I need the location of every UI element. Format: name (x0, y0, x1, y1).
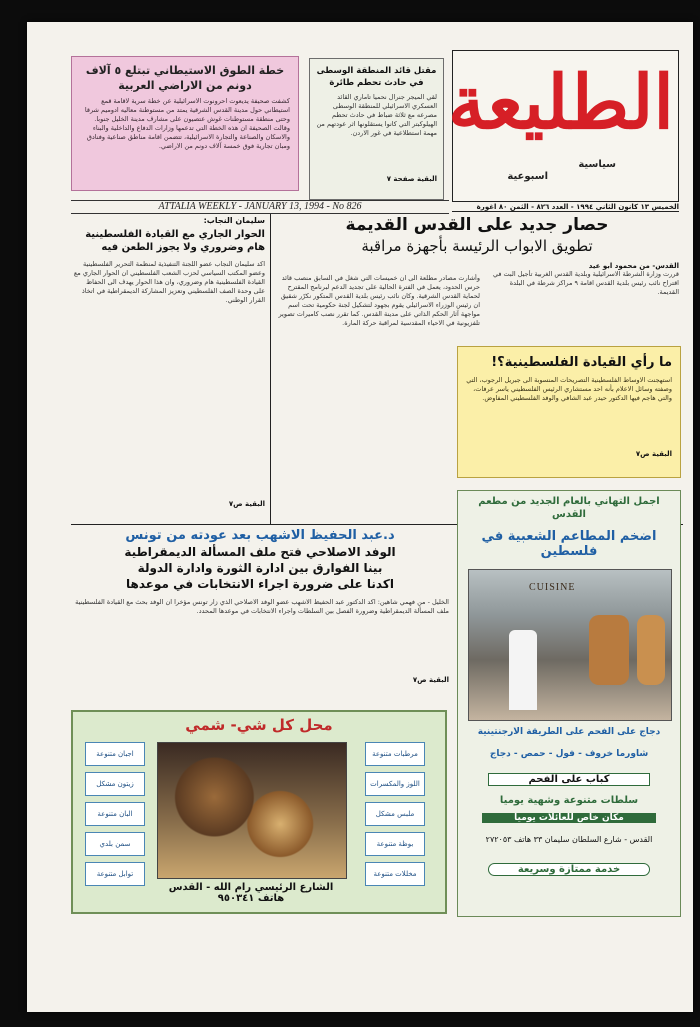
tunis-kicker: د.عبد الحفيظ الاشهب بعد عودته من تونس (125, 528, 395, 543)
settlement-body: كشفت صحيفة يديعوت احرونوت الاسرائيلية عن خطة سرية لاقامة قمع استيطاني حول مدينة القدس الشرقية يمتد من مستوطنة معاليه ادوميم شرقا وحتى منطقة مستوطنات غوش عتصيون على مشارف مدينة الخليل جنوبا. وقالت الصحيفة ان هذه الخطة التي تدعمها وزارات الدفاع والداخلية والبناء والاسكان والصناعة والتجارة الاسرائيلية، تتضمن اقامة مناطق صناعية وفنادق ومبان تجارية فوق خمسة آلاف دونم من الاراضي. (84, 97, 290, 150)
tunis-article (71, 527, 449, 707)
shop-item-left-4: توابل متنوعة (85, 862, 145, 886)
restaurant-ad (457, 490, 681, 917)
tunis-body: الخليل - من فهمي شاهين: اكد الدكتور عبد الحفيظ الاشهب عضو الوفد الاصلاحي الذي زار تونس مؤخرا ان الوفد بحث مع القيادة الفلسطينية ملف المسألة الديمقراطية وضرورة الفصل بين السلطات واجراء الانتخابات في موعدها المحدد. (75, 598, 449, 615)
restaurant-line-3: كباب على الفحم (488, 773, 650, 786)
restaurant-line-4: سلطات متنوعة وشهية يوميا (499, 795, 639, 806)
shop-item-right-3: بوظة متنوعة (365, 832, 425, 856)
soliman-headline: الحوار الجاري مع القيادة الفلسطينية هام وضروري ولا يجوز الطعن فيه (85, 229, 265, 253)
soliman-byline: سليمان النجاب: (203, 216, 265, 225)
restaurant-line-2: شاورما خروف - فول - حمص - دجاج (489, 749, 649, 759)
plane-crash-body: لقي الميجر جنرال نحميا تاماري القائد العسكري الاسرائيلي للمنطقة الوسطى مصرعه مع ثلاثة ضباط في حادث تحطم الهيلوكبتر التي كانوا يستقلونها اثر عودتهم من مهمة استطلاعية في غور الاردن. (316, 93, 437, 137)
shop-item-left-3: سمن بلدي (85, 832, 145, 856)
plo-box (457, 346, 681, 478)
english-bar (71, 200, 449, 214)
shop-item-right-0: مرطبات متنوعة (365, 742, 425, 766)
masthead-dateline: الخميس ١٣ كانون الثاني ١٩٩٤ - العدد ٨٢٦ - الثمن ٨٠ اغورة (452, 203, 679, 212)
masthead (447, 50, 679, 202)
soliman-body: اكد سليمان النجاب عضو اللجنة التنفيذية لمنظمة التحرير الفلسطينية وعضو المكتب السياسي لحزب الشعب الفلسطيني ان الحوار الجاري مع القيادة الفلسطينية هام وضروري، وان هذا الحوار يهدف الى الحفاظ على وحدة الصف الفلسطيني وتعزيز المشاركة الديمقراطية في اتخاذ القرار الوطني. (73, 260, 265, 304)
restaurant-address: القدس - شارع السلطان سليمان ٣٣ هاتف ٢٧٢٠٥٣ (485, 835, 653, 844)
lead-byline-body: قررت وزارة الشرطة الاسرائيلية وبلدية القدس الغربية تأجيل البت في اقتراح نائب رئيس بلدية القدس اقامة ٩ مراكز شرطة في البلدة القديمة. (492, 270, 679, 296)
shop-item-left-1: زيتون مشكل (85, 772, 145, 796)
newspaper-page (27, 22, 693, 1012)
shop-item-left-2: البان متنوعة (85, 802, 145, 826)
settlement-box (71, 56, 299, 191)
plane-crash-more: البقية صفحة ٧ (386, 175, 437, 183)
plo-title: ما رأي القيادة الفلسطينية؟! (491, 355, 672, 370)
plane-crash-box (309, 58, 444, 200)
shop-item-right-1: اللوز والمكسرات (365, 772, 425, 796)
shop-item-left-0: اجبان متنوعة (85, 742, 145, 766)
shop-item-right-4: مخللات متنوعة (365, 862, 425, 886)
plo-more: البقية ص٧ (635, 450, 672, 458)
shop-items-right (365, 742, 425, 886)
lead-subheadline: تطويق الابواب الرئيسة بأجهزة مراقبة (361, 237, 593, 255)
restaurant-line-1: دجاج على الفحم على الطريقة الارجنتينية (477, 727, 661, 737)
lead-byline: القدس- من محمود ابو عيد (588, 262, 679, 270)
masthead-tagline-left: اسبوعية (507, 171, 548, 182)
lead-body: وأشارت مصادر مطلعة الى ان خميسات التي شغل في السابق منصب قائد حرس الحدود، يعمل في الفترة الحالية على تجديد الدعم لبرنامج المقترح لحماية القدس الشرقية. وكان نائب رئيس بلدية القدس المتكور نكرّر شقيق ان رئيس الوزراء الاسرائيلي يقوم بجهود لتشكيل لجنة حكومية تحت اسم مواجهة آثار الحكم الذاتي على مدينة القدس. كما تقرر نصب كاميرات تصوير تلفزيونية في الاحياء المقدسية لمراقبة حركة المارة. (278, 274, 480, 327)
shop-items-left (85, 742, 145, 886)
soliman-more: البقية ص٧ (228, 500, 265, 508)
english-bar-text: ATTALIA WEEKLY - JANUARY 13, 1994 - No 826 (158, 201, 362, 212)
restaurant-sign: CUISINE (529, 582, 576, 593)
lead-article (275, 214, 679, 354)
shop-ad-title: محل كل شي- شمي (185, 716, 333, 734)
shop-item-right-2: ملبس مشكل (365, 802, 425, 826)
lead-headline: حصار جديد على القدس القديمة (345, 215, 609, 235)
restaurant-line-5: مكان خاص للعائلات يوميا (482, 813, 656, 823)
masthead-logo: الطليعة (447, 60, 674, 146)
plo-body: استهجنت الاوساط الفلسطينية التصريحات المنسوبة الى جبريل الرجوب، التي وصفته وسائل الاعلام بأنه احد مستشاري الرئيس الفلسطيني ياسر عرفات، والتي هاجم فيها الدكتور حيدر عبد الشافي والوفد الفلسطيني المفاوض. (466, 376, 672, 402)
shop-photo (157, 742, 347, 879)
shop-ad (71, 710, 447, 914)
plane-crash-title: مقتل قائد المنطقة الوسطى في حادث تحطم طائرة (316, 66, 437, 88)
settlement-title: خطة الطوق الاستيطاني تبتلع ٥ آلاف دونم من الاراضي العربية (85, 64, 285, 92)
soliman-article (73, 216, 265, 522)
tunis-headline-2: بينا الفوارق بين ادارة الثورة وادارة الدولة (137, 561, 383, 575)
restaurant-slogan: اضخم المطاعم الشعبية في فلسطين (481, 529, 657, 559)
masthead-tagline-right: سياسية (578, 159, 616, 170)
shop-address: الشارع الرئيسي رام الله - القدس هاتف ٩٥٠٣٤١ (168, 882, 334, 904)
restaurant-footer: خدمة ممتازة وسريعة (488, 863, 650, 876)
tunis-headline-1: الوفد الاصلاحي فتح ملف المسألة الديمقراطية (124, 545, 396, 559)
tunis-more: البقية ص٧ (412, 676, 449, 684)
restaurant-photo (468, 569, 672, 721)
restaurant-greeting: اجمل التهاني بالعام الجديد من مطعم القدس (478, 496, 660, 520)
tunis-headline-3: اكدنا على ضرورة اجراء الانتخابات في موعدها (126, 577, 394, 591)
